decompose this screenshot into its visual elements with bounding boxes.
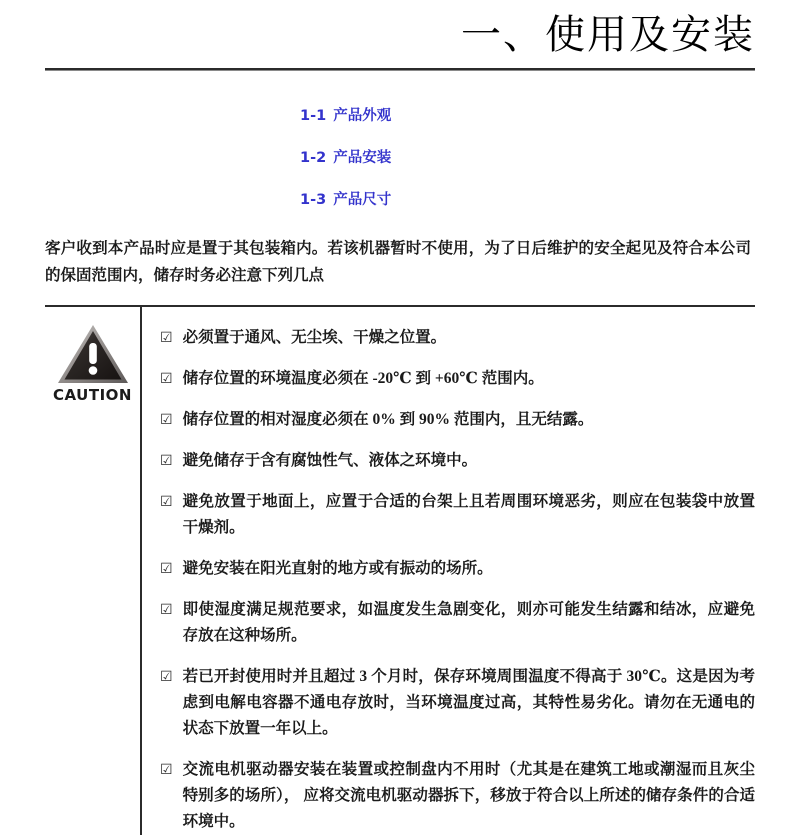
list-item — [160, 448, 755, 474]
list-item-text: 若已开封使用时并且超过 3 个月时，保存环境周围温度不得高于 30℃。这是因为考虑到电解电容器不通电存放时，当环境温度过高，其特性易劣化。请勿在无通电的状态下放置一年以上。 — [182, 668, 755, 737]
checked-box-icon: ☑ — [160, 371, 173, 387]
list-item — [160, 556, 755, 582]
toc-label: 产品尺寸 — [333, 192, 392, 208]
list-item — [160, 325, 755, 351]
table-of-contents — [45, 107, 755, 209]
intro-paragraph: 客户收到本产品时应是置于其包装箱内。若该机器暂时不使用，为了日后维护的安全起见及符合本公司的保固范围内，储存时务必注意下列几点 — [45, 240, 751, 284]
checked-box-icon: ☑ — [160, 412, 173, 428]
toc-number: 1-3 — [300, 192, 327, 208]
toc-link-1-3[interactable] — [300, 191, 391, 209]
toc-number: 1-1 — [300, 108, 327, 124]
chapter-header — [45, 0, 755, 62]
caution-table — [45, 305, 755, 835]
list-item-text: 必须置于通风、无尘埃、干燥之位置。 — [182, 329, 447, 346]
list-item-text: 交流电机驱动器安装在装置或控制盘内不用时（尤其是在建筑工地或潮湿而且灰尘特别多的场所）， 应将交流电机驱动器拆下，移放于符合以上所述的储存条件的合适环境中。 — [182, 761, 755, 830]
list-item-text: 避免放置于地面上，应置于合适的台架上且若周围环境恶劣，则应在包装袋中放置干燥剂。 — [182, 493, 755, 536]
list-item — [160, 597, 755, 649]
list-item — [160, 407, 755, 433]
page-title: 一、使用及安装 — [461, 12, 755, 57]
list-item-text: 储存位置的环境温度必须在 -20℃ 到 +60℃ 范围内。 — [182, 370, 544, 387]
toc-label: 产品安装 — [333, 150, 392, 166]
checked-box-icon: ☑ — [160, 453, 173, 469]
checked-box-icon: ☑ — [160, 669, 173, 685]
header-divider — [45, 68, 755, 71]
toc-link-1-2[interactable] — [300, 149, 391, 167]
checked-box-icon: ☑ — [160, 602, 173, 618]
warning-triangle-exclamation-icon — [56, 323, 130, 385]
list-item-text: 避免储存于含有腐蚀性气、液体之环境中。 — [182, 452, 478, 469]
toc-label: 产品外观 — [333, 108, 392, 124]
caution-cell — [45, 307, 142, 835]
caution-notes-list — [142, 307, 755, 835]
checked-box-icon: ☑ — [160, 330, 173, 346]
checked-box-icon: ☑ — [160, 494, 173, 510]
toc-number: 1-2 — [300, 150, 327, 166]
list-item-text: 即使湿度满足规范要求，如温度发生急剧变化，则亦可能发生结露和结冰，应避免存放在这种场所。 — [182, 601, 755, 644]
caution-label: CAUTION — [53, 386, 132, 404]
list-item — [160, 757, 755, 835]
list-item — [160, 489, 755, 541]
checked-box-icon: ☑ — [160, 561, 173, 577]
checked-box-icon: ☑ — [160, 762, 173, 778]
list-item-text: 避免安装在阳光直射的地方或有振动的场所。 — [182, 560, 493, 577]
list-item — [160, 366, 755, 392]
list-item — [160, 664, 755, 742]
list-item-text: 储存位置的相对湿度必须在 0% 到 90% 范围内，且无结露。 — [182, 411, 594, 428]
toc-link-1-1[interactable] — [300, 107, 391, 125]
